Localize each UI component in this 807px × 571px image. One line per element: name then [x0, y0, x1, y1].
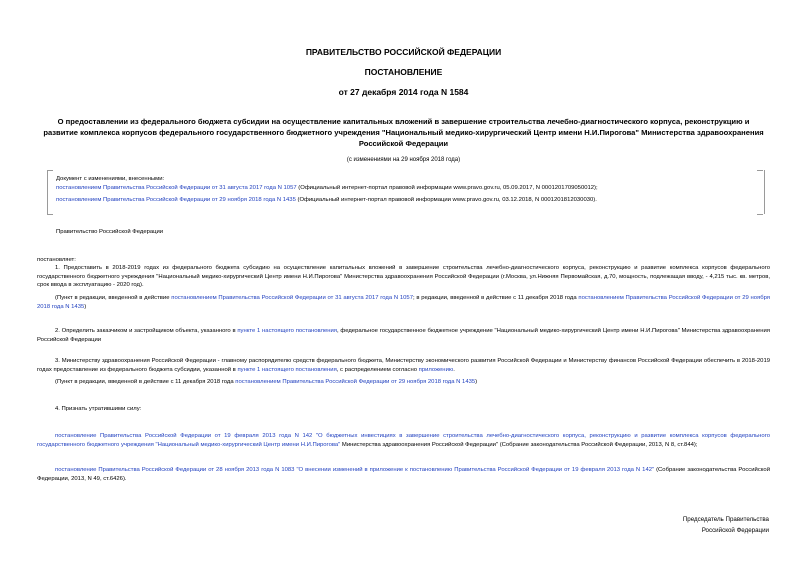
document-title: О предоставлении из федерального бюджета субсидии на осуществление капитальных вложений в завершение строительства лечебно-диагностического корпуса, реконструкцию и развитие комплекса корпусов федерального государственного бюджетного учреждения "Национальный медико-хирургический Центр имени Н.И.Пирогова" Министерства здравоохранения Российской Федерации	[43, 117, 764, 148]
issuing-authority: Правительство Российской Федерации	[56, 229, 164, 235]
paragraph-3: 3. Министерству здравоохранения Российской Федерации - главному распорядителю средств федерального бюджета, Министерству экономического развития Российской Федерации и Министерству финансов Российской Федерации обеспечить в 2018-2019 годах предоставление из федерального бюджета субсидии, указанной в пункте 1 настоящего постановления, с распределением согласно приложению.	[37, 358, 770, 373]
repealed-act: постановление Правительства Российской Федерации от 28 ноября 2013 года N 1083 "О внесении изменений в приложение к постановлению Правительства Российской Федерации от 19 февраля 2013 года N 142" (Собрание законодательства Российской Федерации, 2013, N 49, ст.6426).	[37, 467, 770, 482]
changes-box-corner	[757, 214, 763, 215]
cross-reference-link[interactable]: пункте 1 настоящего постановления	[237, 366, 337, 373]
changes-intro: Документ с изменениями, внесенными:	[56, 176, 165, 182]
amendment-link[interactable]: постановлением Правительства Российской Федерации от 29 ноября 2018 года N 1435	[235, 379, 476, 385]
change-item	[56, 184, 598, 193]
paragraph-4: 4. Признать утратившими силу:	[55, 406, 142, 412]
government-heading: ПРАВИТЕЛЬСТВО РОССИЙСКОЙ ФЕДЕРАЦИИ	[305, 47, 502, 57]
paragraph-3-note: (Пункт в редакции, введенной в действие с 11 декабря 2018 года постановлением Правительства Российской Федерации от 29 ноября 2018 года N 1435)	[55, 379, 478, 385]
cross-reference-link[interactable]: пункте 1 настоящего постановления	[237, 328, 337, 334]
decrees-word: постановляет:	[37, 257, 76, 263]
amendment-link[interactable]: постановлением Правительства Российской Федерации от 29 ноября 2018 года N 1435	[37, 295, 770, 310]
change-item	[56, 196, 597, 205]
repealed-act: постановление Правительства Российской Федерации от 19 февраля 2013 года N 142 "О бюджетных инвестициях в завершение строительства лечебно-диагностического корпуса, реконструкцию и развитие комплекса корпусов федерального государственного бюджетного учреждения "Национальный медико-хирургический Центр имени Н.И.Пирогова" Министерства здравоохранения Российской Федерации" (Собрание законодательства Российской Федерации, 2013, N 8, ст.844);	[37, 433, 770, 448]
paragraph-2: 2. Определить заказчиком и застройщиком объекта, указанного в пункте 1 настоящего постановления, федеральное государственное бюджетное учреждение "Национальный медико-хирургический Центр имени Н.И.Пирогова" Министерства здравоохранения Российской Федерации	[37, 328, 770, 343]
paragraph-1-note: (Пункт в редакции, введенной в действие постановлением Правительства Российской Федерации от 31 августа 2017 года N 1057; в редакции, введенной в действие с 11 декабря 2018 года постановлением Правительства Российской Федерации от 29 ноября 2018 года N 1435)	[37, 295, 770, 310]
change-item-source: (Официальный интернет-портал правовой информации www.pravo.gov.ru, 05.09.2017, N 0001201709050012);	[296, 185, 598, 191]
changes-box-corner	[47, 214, 53, 215]
paragraph-1: 1. Предоставить в 2018-2019 годах из федерального бюджета субсидию на осуществление капитальных вложений в завершение строительства лечебно-диагностического корпуса, реконструкцию и развитие комплекса корпусов федерального государственного бюджетного учреждения "Национальный медико-хирургический Центр имени Н.И.Пирогова" Министерства здравоохранения Российской Федерации (г.Москва, ул.Нижняя Первомайская, д.70, мощность, подлежащая вводу, - 4,215 тыс. кв. метров, срок ввода в эксплуатацию - 2020 год).	[37, 265, 770, 289]
appendix-link[interactable]: приложению	[418, 366, 454, 373]
amendment-link[interactable]: постановлением Правительства Российской Федерации от 29 ноября 2018 года N 1435	[56, 197, 296, 203]
document-date-number: от 27 декабря 2014 года N 1584	[338, 87, 469, 97]
signatory-country: Российской Федерации	[701, 527, 769, 534]
amendment-link[interactable]: постановлением Правительства Российской Федерации от 31 августа 2017 года N 1057	[56, 185, 297, 191]
document-type: ПОСТАНОВЛЕНИЕ	[364, 67, 443, 77]
change-item-source: (Официальный интернет-портал правовой информации www.pravo.gov.ru, 03.12.2018, N 0001201812030030).	[295, 197, 597, 203]
repealed-act-link[interactable]: постановление Правительства Российской Федерации от 19 февраля 2013 года N 142 "О бюджетных инвестициях в завершение строительства лечебно-диагностического корпуса, реконструкцию и развитие комплекса корпусов федерального государственного бюджетного учреждения "Национальный медико-хирургический Центр имени Н.И.Пирогова"	[37, 433, 770, 448]
repealed-act-link[interactable]: постановление Правительства Российской Федерации от 28 ноября 2013 года N 1083 "О внесении изменений в приложение к постановлению Правительства Российской Федерации от 19 февраля 2013 года N 142"	[55, 467, 655, 473]
amendment-link[interactable]: постановлением Правительства Российской Федерации от 31 августа 2017 года N 1057	[171, 295, 413, 301]
signatory-title: Председатель Правительства	[682, 516, 769, 523]
revision-note: (с изменениями на 29 ноября 2018 года)	[346, 157, 461, 163]
